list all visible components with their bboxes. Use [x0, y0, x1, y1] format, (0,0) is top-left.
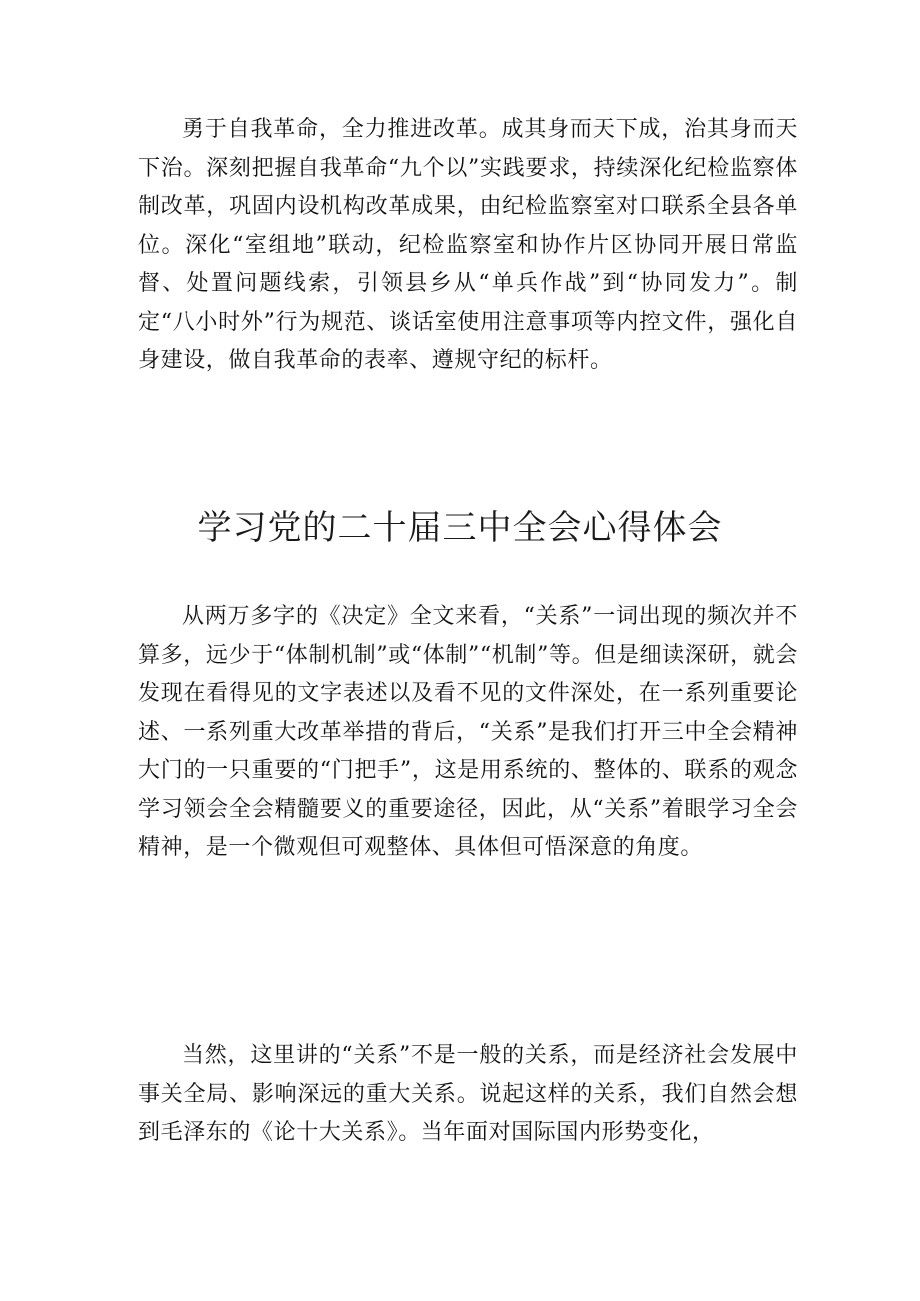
body-paragraph-2: 从两万多字的《决定》全文来看，“关系”一词出现的频次并不算多，远少于“体制机制”或“体制”“机制”等。但是细读深研，就会发现在看得见的文字表述以及看不见的文件深处，在一系列重要论述、一系列重大改革举措的背后，“关系”是我们打开三中全会精神大门的一只重要的“门把手”，这是用系统的、整体的、联系的观念学习领会全会精髓要义的重要途径，因此，从“关系”着眼学习全会精神，是一个微观但可观整体、具体但可悟深意的角度。 [138, 604, 798, 860]
body-paragraph-3: 当然，这里讲的“关系”不是一般的关系，而是经济社会发展中事关全局、影响深远的重大关系。说起这样的关系，我们自然会想到毛泽东的《论十大关系》。当年面对国际国内形势变化， [138, 1043, 798, 1145]
body-paragraph-1: 勇于自我革命，全力推进改革。成其身而天下成，治其身而天下治。深刻把握自我革命“九个以”实践要求，持续深化纪检监察体制改革，巩固内设机构改革成果，由纪检监察室对口联系全县各单位。深化“室组地”联动，纪检监察室和协作片区协同开展日常监督、处置问题线索，引领县乡从“单兵作战”到“协同发力”。制定“八小时外”行为规范、谈话室使用注意事项等内控文件，强化自身建设，做自我革命的表率、遵规守纪的标杆。 [138, 117, 798, 373]
article-title: 学习党的二十届三中全会心得体会 [197, 508, 723, 548]
